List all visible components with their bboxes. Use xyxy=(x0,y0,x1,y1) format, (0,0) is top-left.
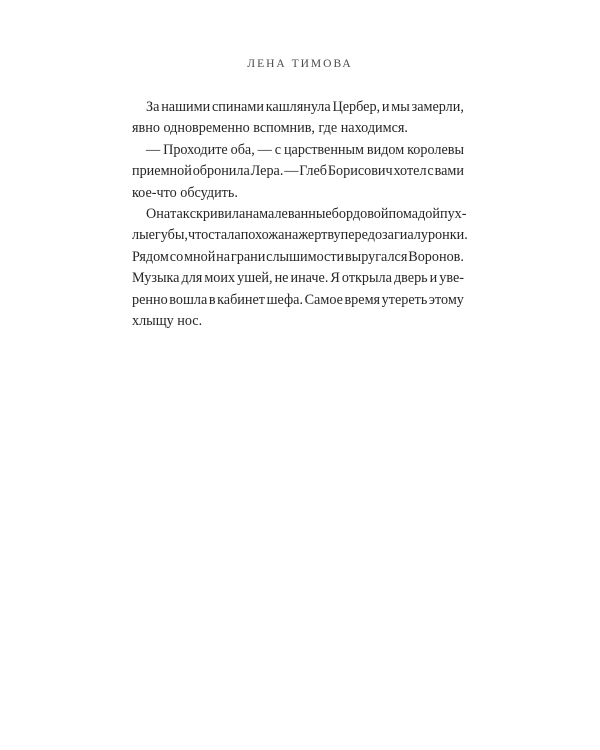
word: — xyxy=(284,163,299,180)
word: нашими xyxy=(161,99,211,115)
word: так xyxy=(170,205,190,222)
word: иначе. xyxy=(290,270,329,287)
word: Я xyxy=(330,270,340,287)
word: бордовой xyxy=(331,205,389,222)
text-line: хлыщу нос. xyxy=(132,312,203,329)
text-line xyxy=(132,97,464,118)
word: шефа. xyxy=(266,291,304,308)
word: уве- xyxy=(439,270,464,287)
word: дверь xyxy=(393,270,428,287)
word: стала xyxy=(208,227,241,244)
word: не xyxy=(274,270,289,287)
word: Проходите xyxy=(163,141,228,158)
word: передоза xyxy=(340,227,394,244)
word: помадой xyxy=(388,205,440,222)
word: Воронов. xyxy=(408,248,464,265)
word: скривила xyxy=(189,205,246,222)
text-line xyxy=(132,225,468,246)
word: и xyxy=(429,270,438,287)
word: со xyxy=(169,248,184,265)
word: пух- xyxy=(440,205,467,222)
word: вошла xyxy=(169,291,208,308)
word: Борисович xyxy=(327,163,393,180)
word: оба, xyxy=(230,141,255,158)
word: За xyxy=(146,99,160,115)
word: кашлянула xyxy=(265,99,331,115)
word: Цербер, xyxy=(332,99,381,115)
text-line xyxy=(132,161,464,182)
word: Самое xyxy=(304,291,343,308)
word: Рядом xyxy=(132,248,169,265)
word: Глеб xyxy=(299,163,328,180)
text-line xyxy=(132,247,464,268)
word: на xyxy=(216,248,231,265)
running-head-author: ЛЕНА ТИМОВА xyxy=(247,58,353,70)
word: приемной xyxy=(132,163,192,180)
word: жертву xyxy=(298,227,341,244)
word: слышимости xyxy=(266,248,345,265)
word: для xyxy=(181,270,203,287)
word: с xyxy=(427,163,434,180)
word: — xyxy=(257,141,272,158)
word: губы, xyxy=(154,227,188,244)
word: с xyxy=(274,141,282,158)
word: похожа xyxy=(240,227,285,244)
word: Она xyxy=(146,205,171,222)
word: ренно xyxy=(132,291,168,308)
word: намалеванные xyxy=(245,205,332,222)
word: замерли, xyxy=(411,99,464,115)
word: гиалуронки. xyxy=(393,227,468,244)
word: моих xyxy=(204,270,236,287)
text-line: явно одновременно вспомнив, где находимся. xyxy=(132,120,408,137)
word: обронила xyxy=(192,163,250,180)
word: и xyxy=(381,99,390,115)
word: грани xyxy=(230,248,266,265)
word: — xyxy=(146,141,161,158)
word: мной xyxy=(184,248,216,265)
word: на xyxy=(284,227,299,244)
word: ушей, xyxy=(237,270,273,287)
body-text xyxy=(132,97,468,332)
word: королевы xyxy=(407,141,464,158)
word: выругался xyxy=(344,248,408,265)
word: лые xyxy=(132,227,155,244)
word: что xyxy=(187,227,209,244)
text-line xyxy=(132,140,464,161)
word: Лера. xyxy=(250,163,284,180)
word: царственным xyxy=(283,141,365,158)
word: утереть xyxy=(381,291,428,308)
word: этому xyxy=(428,291,464,308)
word: спинами xyxy=(211,99,264,115)
text-line xyxy=(132,204,467,225)
word: Музыка xyxy=(132,270,180,287)
word: хотел xyxy=(393,163,427,180)
text-line xyxy=(132,268,464,289)
word: в xyxy=(208,291,216,308)
word: кабинет xyxy=(217,291,265,308)
word: время xyxy=(344,291,381,308)
text-line xyxy=(132,290,464,311)
text-line: кое-что обсудить. xyxy=(132,184,238,201)
word: вами xyxy=(434,163,464,180)
word: видом xyxy=(366,141,405,158)
word: мы xyxy=(391,99,410,115)
word: открыла xyxy=(341,270,392,287)
